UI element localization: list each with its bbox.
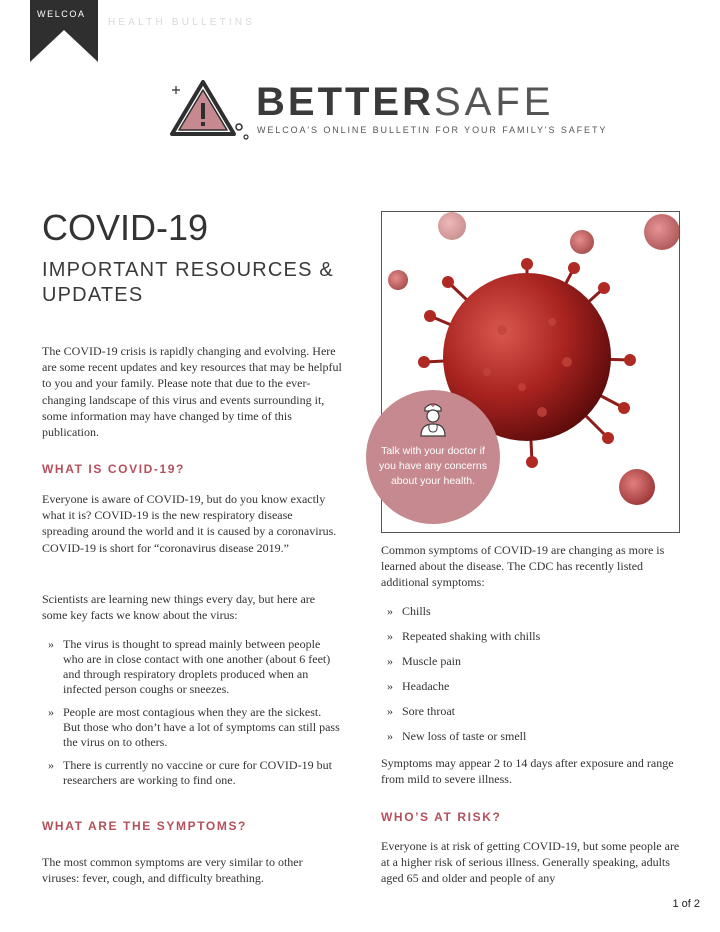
list-item: » New loss of taste or smell [387,729,527,743]
logo-light: SAFE [434,80,555,124]
symptoms-list [381,604,681,744]
logo-subtitle: WELCOA'S ONLINE BULLETIN FOR YOUR FAMILY'S SAFETY [257,125,608,135]
list-item: » Repeated shaking with chills [387,629,541,643]
list-item: » The virus is thought to spread mainly between people who are in close contact with one another (about 6 feet) and through respiratory droplets produced when an infected person coughs or sneezes. [48,637,331,696]
page-subtitle: IMPORTANT RESOURCES & UPDATES [42,259,334,306]
symptoms-paragraph: The most common symptoms are very similar to other viruses: fever, cough, and difficulty breathing. [42,855,303,886]
list-item: » Headache [387,679,450,693]
risk-paragraph: Everyone is at risk of getting COVID-19, but some people are at a higher risk of serious illness. Generally speaking, adults aged 65 and older and people of any [381,839,680,886]
doctor-icon [413,398,453,438]
list-item: » Chills [387,604,431,618]
key-facts-paragraph: Scientists are learning new things every day, but here are some key facts we know about the virus: [42,592,316,623]
health-bulletins-tag: HEALTH BULLETINS [108,17,256,28]
intro-paragraph: The COVID-19 crisis is rapidly changing and evolving. Here are some recent updates and key resources that may be helpful to you and your family. Please note that due to the ever-changing landscape of this virus and events surrounding it, some information may have changed by time of this publication. [42,344,342,440]
logo-bold: BETTER [256,80,434,124]
risk-heading: WHO’S AT RISK? [381,810,502,824]
symptoms-heading: WHAT ARE THE SYMPTOMS? [42,819,247,833]
what-is-heading: WHAT IS COVID-19? [42,462,185,476]
common-symptoms-paragraph: Common symptoms of COVID-19 are changing as more is learned about the disease. The CDC has recently listed additional symptoms: [381,543,665,590]
list-item: » There is currently no vaccine or cure for COVID-19 but researchers are working to find one. [48,758,332,787]
page-number: 1 of 2 [672,898,700,910]
callout-text: Talk with your doctor if you have any concerns about your health. [379,445,487,487]
onset-paragraph: Symptoms may appear 2 to 14 days after exposure and range from mild to severe illness. [381,756,674,787]
list-item: » Muscle pain [387,654,461,668]
list-item: » Sore throat [387,704,455,718]
facts-list [42,637,340,788]
bettersafe-logo [256,80,554,124]
list-item: » People are most contagious when they are the sickest. But those who don’t have a lot of symptoms can still pass the virus on to others. [48,705,340,749]
welcoa-mark: WELCOA [37,9,86,19]
warning-triangle-icon [166,76,252,142]
page-title: COVID-19 [42,207,209,248]
what-is-paragraph: Everyone is aware of COVID-19, but do you know exactly what it is? COVID-19 is the new respiratory disease spreading around the world and it is caused by a coronavirus. COVID-19 is short for “coronavirus disease 2019.” [42,492,337,555]
